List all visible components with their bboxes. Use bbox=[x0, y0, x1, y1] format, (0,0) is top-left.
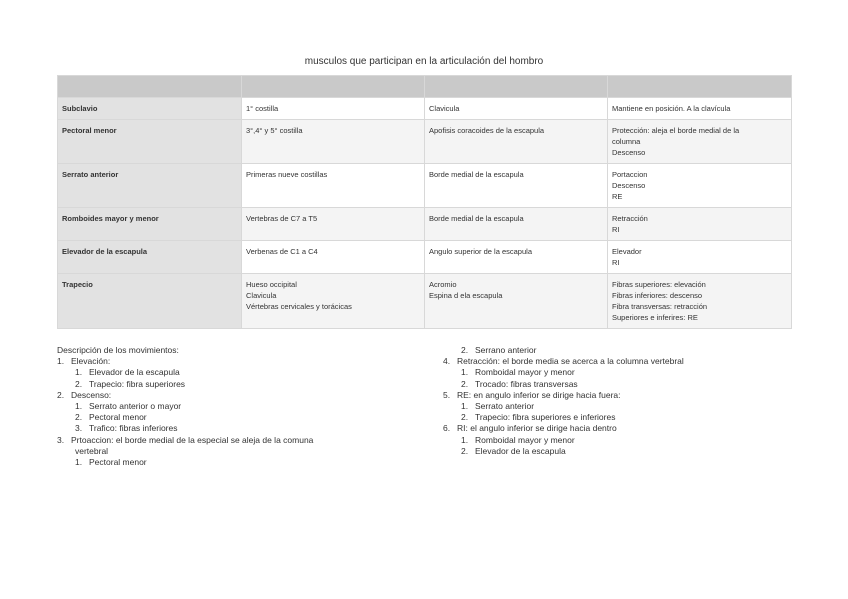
origin-line: 1° costilla bbox=[246, 104, 279, 113]
description-list-item bbox=[443, 345, 823, 356]
description-list-item bbox=[443, 435, 823, 446]
description-list-item bbox=[57, 423, 407, 434]
action-line: columna bbox=[612, 137, 641, 146]
insertion-line: Acromio bbox=[429, 280, 457, 289]
muscle-name-cell: Elevador de la escapula bbox=[58, 241, 242, 274]
header-cell bbox=[425, 76, 608, 98]
insertion-line: Espina d ela escapula bbox=[429, 291, 503, 300]
description-list-item bbox=[57, 435, 407, 446]
origin-cell bbox=[242, 208, 425, 241]
document-title: musculos que participan en la articulación del hombro bbox=[304, 56, 544, 67]
list-text: Serrano anterior bbox=[475, 345, 537, 355]
description-list-item bbox=[443, 446, 823, 457]
action-line: Descenso bbox=[612, 148, 646, 157]
movement-description-left bbox=[57, 345, 407, 468]
description-list-item bbox=[57, 401, 407, 412]
insertion-cell bbox=[425, 120, 608, 164]
origin-cell bbox=[242, 98, 425, 120]
description-list-item bbox=[443, 379, 823, 390]
list-number: 2. bbox=[461, 412, 469, 423]
origin-cell bbox=[242, 120, 425, 164]
table-row bbox=[58, 241, 792, 274]
list-text: vertebral bbox=[75, 445, 109, 456]
action-line: Portaccion bbox=[612, 170, 648, 179]
list-number: 6. bbox=[443, 423, 451, 434]
list-text: Pectoral menor bbox=[89, 457, 147, 468]
list-number: 4. bbox=[443, 356, 451, 367]
list-number: 2. bbox=[461, 378, 469, 389]
header-cell bbox=[58, 76, 242, 98]
action-line: Elevador bbox=[612, 247, 642, 256]
insertion-line: Angulo superior de la escapula bbox=[429, 247, 532, 256]
origin-line: Vértebras cervicales y torácicas bbox=[246, 302, 352, 311]
list-number: 1. bbox=[75, 457, 83, 468]
origin-line: Primeras nueve costillas bbox=[246, 170, 328, 179]
action-line: Superiores e inferires: RE bbox=[612, 313, 698, 322]
origin-line: Verbenas de C1 a C4 bbox=[246, 247, 318, 256]
list-number: 1. bbox=[461, 367, 469, 378]
movement-description-right bbox=[443, 345, 823, 457]
muscle-name-cell: Romboides mayor y menor bbox=[58, 208, 242, 241]
insertion-line: Clavicula bbox=[429, 104, 460, 113]
list-number: 1. bbox=[75, 367, 83, 378]
insertion-line: Apofisis coracoides de la escapula bbox=[429, 126, 545, 135]
table-row bbox=[58, 120, 792, 164]
list-number: 2. bbox=[75, 412, 83, 423]
description-list-item bbox=[443, 390, 823, 401]
origin-line: Hueso occipital bbox=[246, 280, 297, 289]
description-list-item bbox=[57, 379, 407, 390]
action-line: Fibra transversas: retracción bbox=[612, 302, 708, 311]
insertion-cell bbox=[425, 274, 608, 329]
list-text: Prtoaccion: el borde medial de la especial se aleja de la comuna bbox=[71, 434, 314, 445]
description-list-item bbox=[57, 367, 407, 378]
description-list-item bbox=[57, 356, 407, 367]
insertion-line: Borde medial de la escapula bbox=[429, 170, 524, 179]
insertion-cell bbox=[425, 208, 608, 241]
insertion-cell bbox=[425, 98, 608, 120]
action-line: Descenso bbox=[612, 181, 646, 190]
muscle-name-cell: Serrato anterior bbox=[58, 164, 242, 208]
description-list-item bbox=[57, 446, 407, 457]
muscle-table bbox=[57, 75, 792, 329]
action-line: RI bbox=[612, 225, 620, 234]
action-line: RI bbox=[612, 258, 620, 267]
list-text: Elevador de la escapula bbox=[89, 367, 180, 378]
list-text: Pectoral menor bbox=[89, 412, 147, 423]
muscle-name-cell: Trapecio bbox=[58, 274, 242, 329]
list-text: Serrato anterior bbox=[475, 401, 535, 412]
list-number: 1. bbox=[461, 401, 469, 412]
description-list-item bbox=[57, 457, 407, 468]
list-text: Descenso: bbox=[71, 389, 112, 400]
action-cell bbox=[608, 120, 792, 164]
list-text: Trocado: fibras transversas bbox=[475, 378, 578, 389]
action-line: Retracción bbox=[612, 214, 648, 223]
muscle-name-cell: Pectoral menor bbox=[58, 120, 242, 164]
list-text: Elevador de la escapula bbox=[475, 445, 566, 456]
description-list-item bbox=[57, 390, 407, 401]
description-list-item bbox=[443, 412, 823, 423]
action-cell bbox=[608, 274, 792, 329]
description-list-item bbox=[443, 356, 823, 367]
origin-line: Clavicula bbox=[246, 291, 277, 300]
action-line: Fibras superiores: elevación bbox=[612, 280, 706, 289]
origin-cell bbox=[242, 274, 425, 329]
table-row bbox=[58, 164, 792, 208]
action-line: Fibras inferiores: descenso bbox=[612, 291, 703, 300]
list-text: Trafico: fibras inferiores bbox=[89, 423, 178, 434]
table-row bbox=[58, 274, 792, 329]
list-text: Serrato anterior o mayor bbox=[89, 401, 182, 412]
action-line: RE bbox=[612, 192, 623, 201]
list-text: RE: en angulo inferior se dirige hacia fuera: bbox=[457, 389, 621, 400]
origin-line: Vertebras de C7 a T5 bbox=[246, 214, 318, 223]
list-number: 1. bbox=[57, 356, 65, 367]
list-number: 1. bbox=[461, 434, 469, 445]
list-number: 2. bbox=[461, 345, 469, 355]
action-cell bbox=[608, 164, 792, 208]
description-list-item bbox=[443, 423, 823, 434]
insertion-cell bbox=[425, 241, 608, 274]
list-number: 3. bbox=[57, 434, 65, 445]
list-text: Elevación: bbox=[71, 356, 111, 367]
description-heading: Descripción de los movimientos: bbox=[57, 345, 179, 355]
list-text: Romboidal mayor y menor bbox=[475, 434, 575, 445]
list-number: 2. bbox=[461, 445, 469, 456]
list-text: Trapecio: fibra superiores bbox=[89, 378, 186, 389]
origin-cell bbox=[242, 241, 425, 274]
description-list-item bbox=[57, 412, 407, 423]
table-row bbox=[58, 208, 792, 241]
action-cell bbox=[608, 208, 792, 241]
origin-line: 3°,4° y 5° costilla bbox=[246, 126, 303, 135]
header-cell bbox=[608, 76, 792, 98]
table-row bbox=[58, 98, 792, 120]
action-line: Mantiene en posición. A la clavícula bbox=[612, 104, 731, 113]
insertion-line: Borde medial de la escapula bbox=[429, 214, 524, 223]
muscle-name-cell: Subclavio bbox=[58, 98, 242, 120]
list-number: 3. bbox=[75, 423, 83, 434]
description-list-item bbox=[443, 401, 823, 412]
table-header-row bbox=[58, 76, 792, 98]
list-number: 1. bbox=[75, 401, 83, 412]
list-number: 5. bbox=[443, 389, 451, 400]
list-text: Romboidal mayor y menor bbox=[475, 367, 575, 378]
origin-cell bbox=[242, 164, 425, 208]
action-cell bbox=[608, 241, 792, 274]
header-cell bbox=[242, 76, 425, 98]
list-text: Trapecio: fibra superiores e inferiores bbox=[475, 412, 616, 423]
action-line: Protección: aleja el borde medial de la bbox=[612, 126, 740, 135]
list-text: RI: el angulo inferior se dirige hacia dentro bbox=[457, 423, 617, 434]
action-cell bbox=[608, 98, 792, 120]
insertion-cell bbox=[425, 164, 608, 208]
list-text: Retracción: el borde media se acerca a la columna vertebral bbox=[457, 356, 684, 367]
description-list-item bbox=[443, 367, 823, 378]
list-number: 2. bbox=[75, 378, 83, 389]
list-number: 2. bbox=[57, 389, 65, 400]
